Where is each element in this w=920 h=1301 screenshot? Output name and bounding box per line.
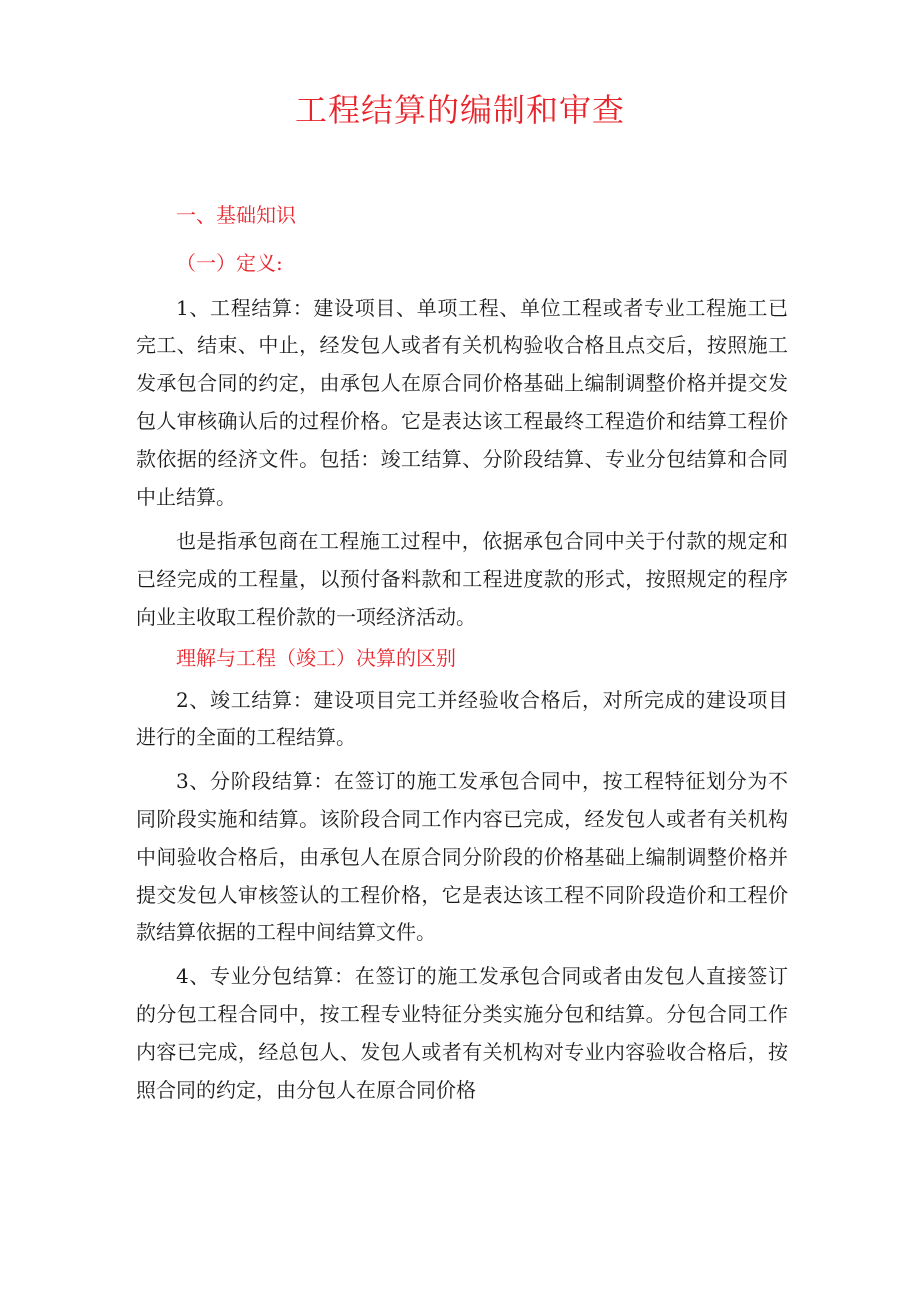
document-body xyxy=(136,197,788,1109)
note-difference: 理解与工程（竣工）决算的区别 xyxy=(176,645,456,670)
subsection-heading: （一）定义: xyxy=(176,250,283,275)
paragraph-settlement-explanation: 也是指承包商在工程施工过程中，依据承包合同中关于付款的规定和已经完成的工程量，以预付备料款和工程进度款的形式，按照规定的程序向业主收取工程价款的一项经济活动。 xyxy=(136,529,788,629)
paragraph-completion-settlement: 2、竣工结算：建设项目完工并经验收合格后，对所完成的建设项目进行的全面的工程结算。 xyxy=(136,687,788,750)
section-heading: 一、基础知识 xyxy=(176,203,296,227)
paragraph-subcontract-settlement: 4、专业分包结算：在签订的施工发承包合同或者由发包人直接签订的分包工程合同中，按工程专业特征分类实施分包和结算。分包合同工作内容已完成，经总包人、发包人或者有关机构对专业内容验收合格后，按照合同的约定，由分包人在原合同价格 xyxy=(136,964,788,1102)
paragraph-engineering-settlement: 1、工程结算：建设项目、单项工程、单位工程或者专业工程施工已完工、结束、中止，经发包人或者有关机构验收合格且点交后，按照施工发承包合同的约定，由承包人在原合同价格基础上编制调整价格并提交发包人审核确认后的过程价格。它是表达该工程最终工程造价和结算工程价款依据的经济文件。包括：竣工结算、分阶段结算、专业分包结算和合同中止结算。 xyxy=(136,295,788,509)
document-title: 工程结算的编制和审查 xyxy=(294,91,625,129)
paragraph-phase-settlement: 3、分阶段结算：在签订的施工发承包合同中，按工程特征划分为不同阶段实施和结算。该阶段合同工作内容已完成，经发包人或者有关机构中间验收合格后，由承包人在原合同分阶段的价格基础上编制调整价格并提交发包人审核签认的工程价格，它是表达该工程不同阶段造价和工程价款结算依据的工程中间结算文件。 xyxy=(136,769,788,945)
